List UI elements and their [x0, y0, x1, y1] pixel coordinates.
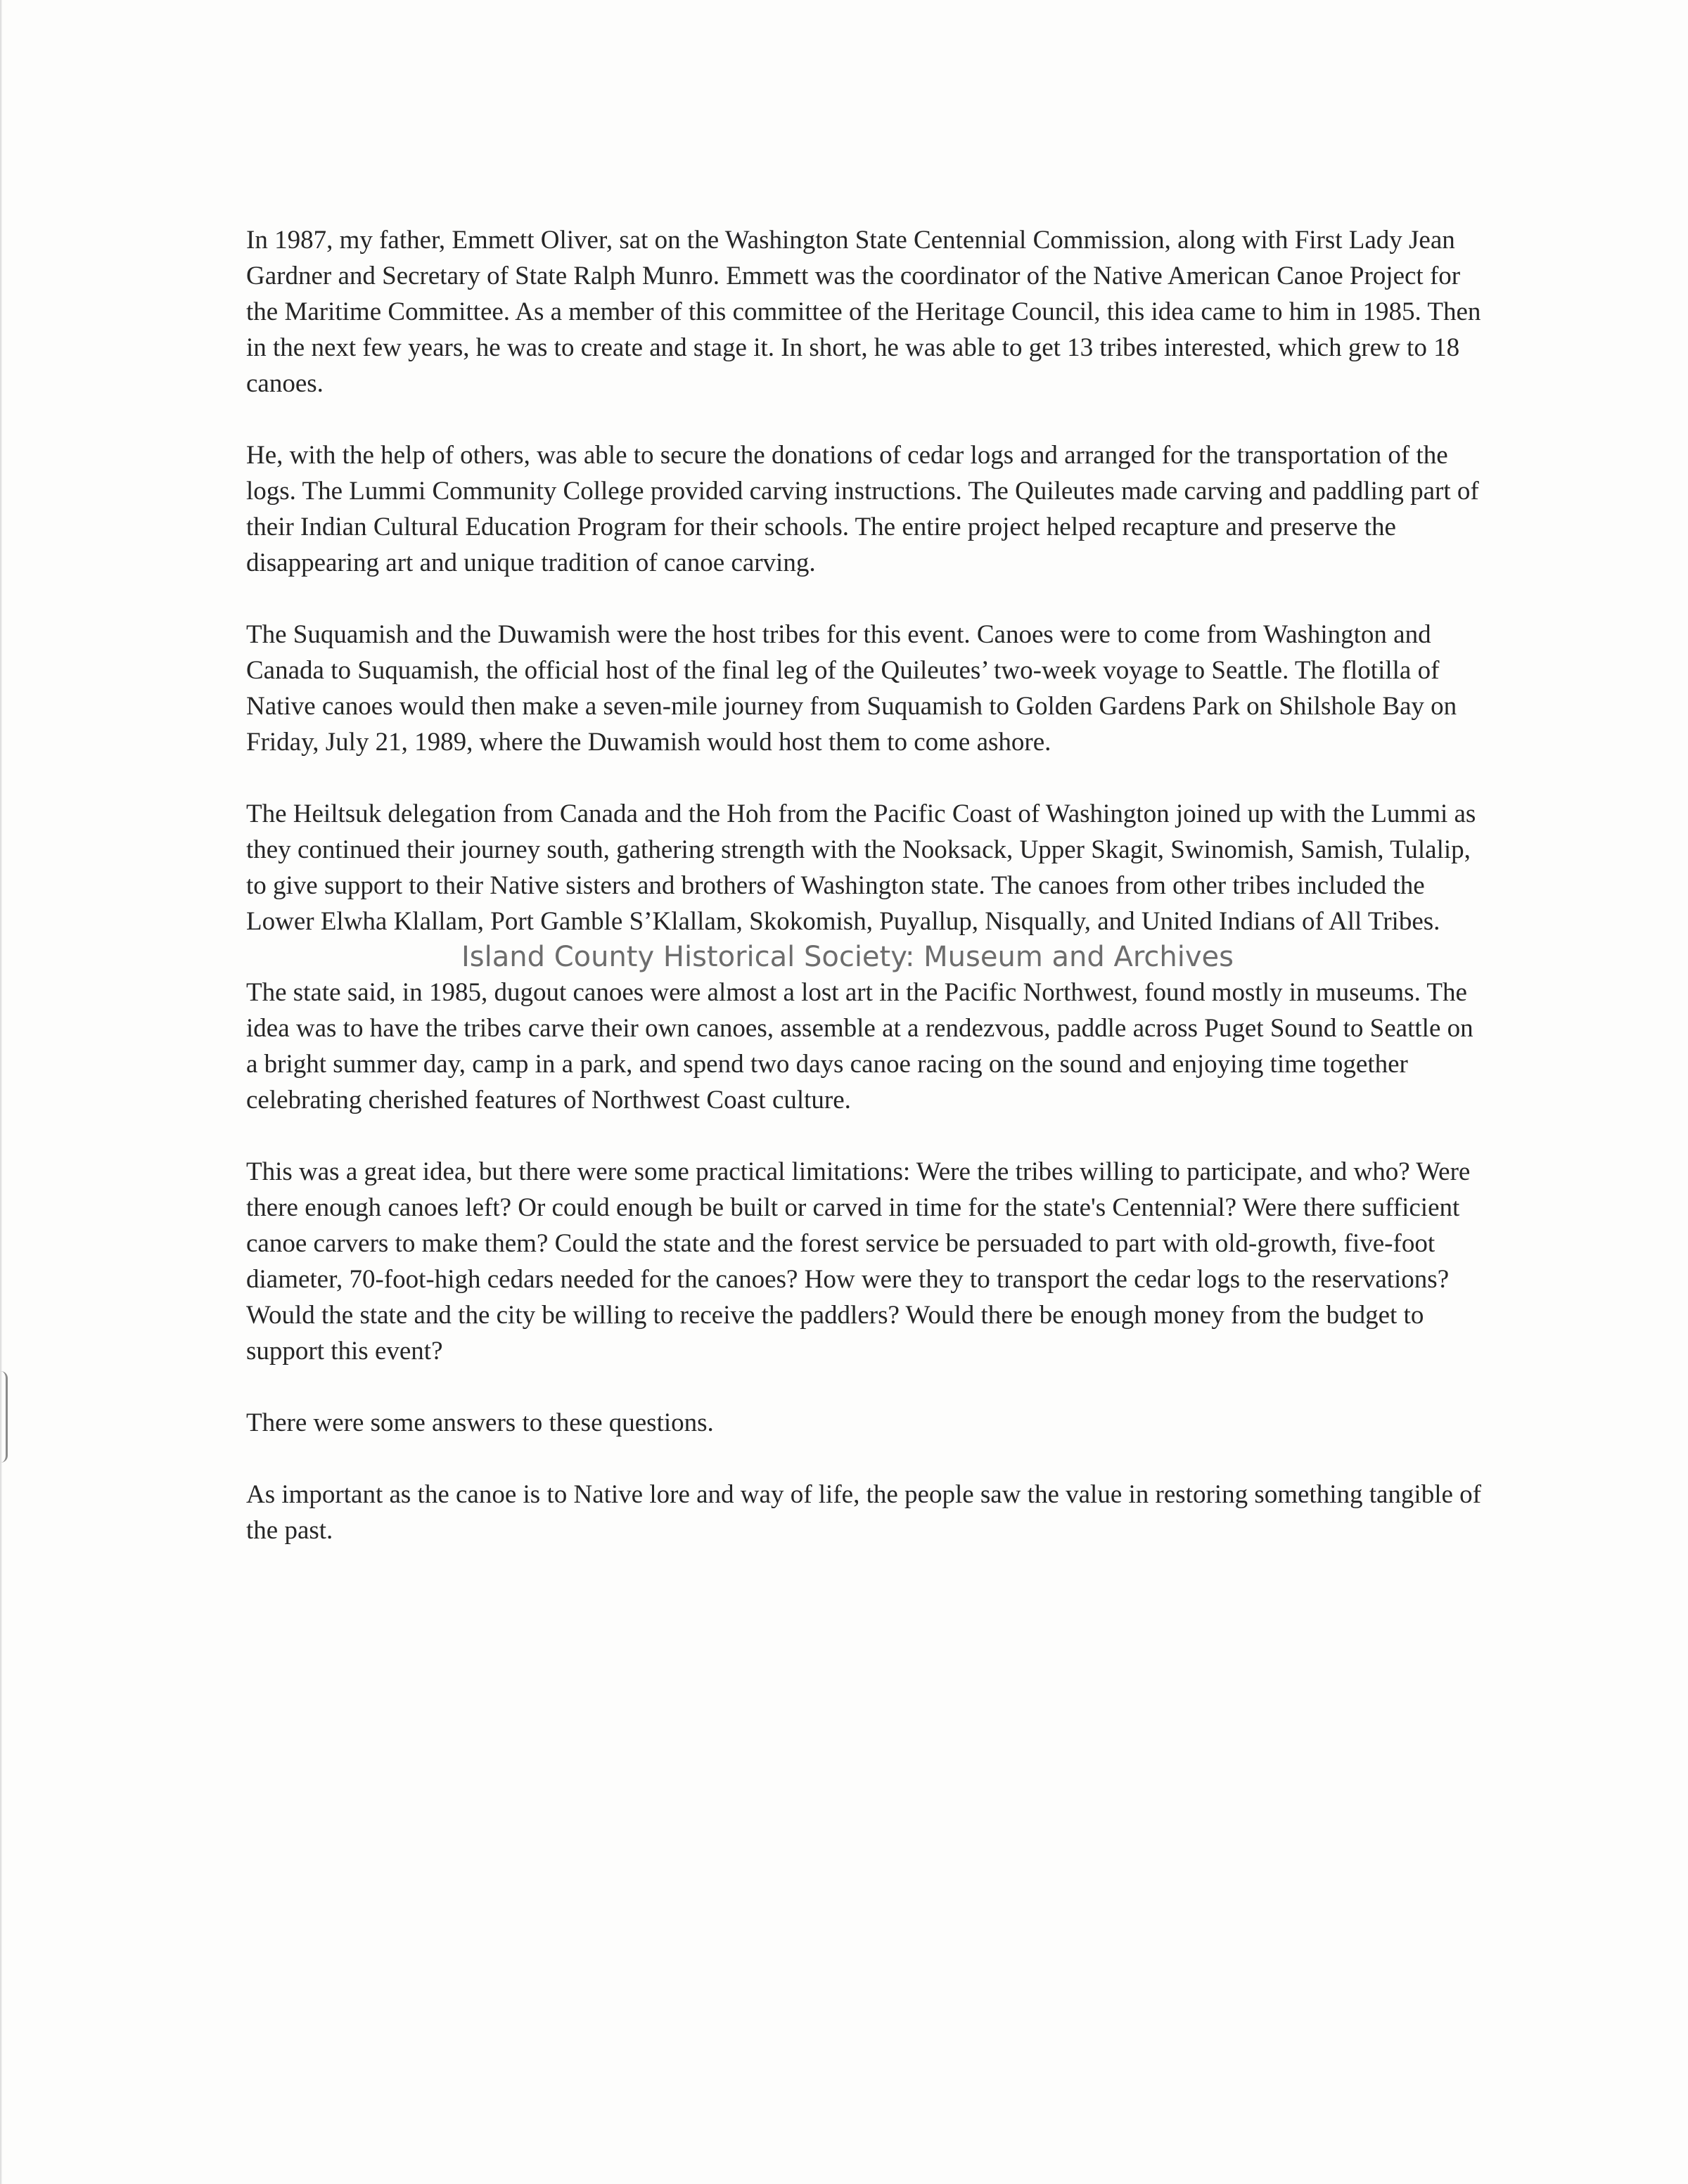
paragraph-2: He, with the help of others, was able to secure the donations of cedar logs and arranged for the transportation of the logs. The Lummi Community College provided carving instructions. The Quileutes made carving and paddling part of their Indian Cultural Education Program for their schools. The entire project helped recapture and preserve the disappearing art and unique tradition of canoe carving.	[246, 441, 1479, 577]
scan-edge	[0, 0, 2, 2184]
paragraph-7: There were some answers to these questions.	[246, 1408, 714, 1437]
paragraph-1: In 1987, my father, Emmett Oliver, sat on the Washington State Centennial Commission, along with First Lady Jean Gardner and Secretary of State Ralph Munro. Emmett was the coordinator of the Native American Canoe Project for the Maritime Committee. As a member of this committee of the Heritage Council, this idea came to him in 1985. Then in the next few years, he was to create and stage it. In short, he was able to get 13 tribes interested, which grew to 18 canoes.	[246, 226, 1481, 398]
paragraph-8: As important as the canoe is to Native lore and way of life, the people saw the value in restoring something tangible of the past.	[246, 1480, 1481, 1545]
archive-watermark: Island County Historical Society: Museum and Archives	[461, 941, 1234, 973]
paragraph-3: The Suquamish and the Duwamish were the host tribes for this event. Canoes were to come from Washington and Canada to Suquamish, the official host of the final leg of the Quileutes’ two-week voyage to Seattle. The flotilla of Native canoes would then make a seven-mile journey from Suquamish to Golden Gardens Park on Shilshole Bay on Friday, July 21, 1989, where the Duwamish would host them to come ashore.	[246, 620, 1457, 757]
paragraph-6: This was a great idea, but there were some practical limitations: Were the tribes willing to participate, and who? Were there enough canoes left? Or could enough be built or carved in time for the state's Centennial? Were there sufficient canoe carvers to make them? Could the state and the forest service be persuaded to part with old-growth, five-foot diameter, 70-foot-high cedars needed for the canoes? How were they to transport the cedar logs to the reservations? Would the state and the city be willing to receive the paddlers? Would there be enough money from the budget to support this event?	[246, 1157, 1471, 1366]
paragraph-4: The Heiltsuk delegation from Canada and the Hoh from the Pacific Coast of Washington joined up with the Lummi as they continued their journey south, gathering strength with the Nooksack, Upper Skagit, Swinomish, Samish, Tulalip, to give support to their Native sisters and brothers of Washington state. The canoes from other tribes included the Lower Elwha Klallam, Port Gamble S’Klallam, Skokomish, Puyallup, Nisqually, and United Indians of All Tribes.	[246, 799, 1476, 936]
scan-bracket-mark	[0, 1371, 8, 1463]
document-body	[246, 222, 1484, 1548]
paragraph-5: The state said, in 1985, dugout canoes were almost a lost art in the Pacific Northwest, found mostly in museums. The idea was to have the tribes carve their own canoes, assemble at a rendezvous, paddle across Puget Sound to Seattle on a bright summer day, camp in a park, and spend two days canoe racing on the sound and enjoying time together celebrating cherished features of Northwest Coast culture.	[246, 978, 1473, 1115]
